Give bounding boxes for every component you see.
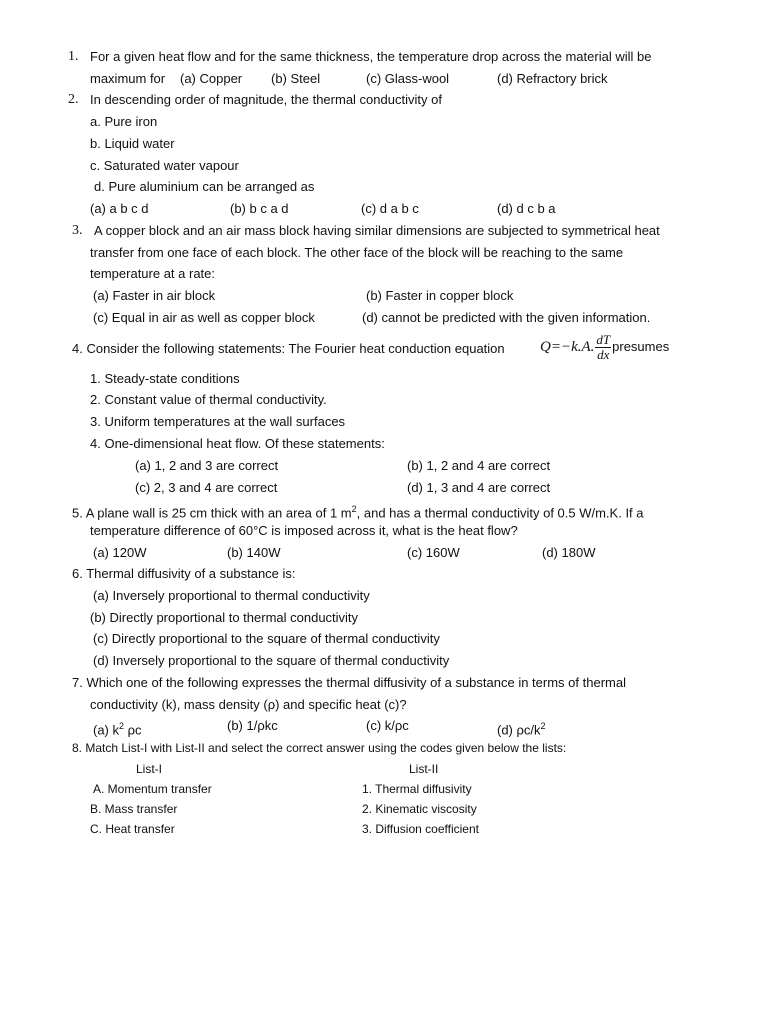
q1-option-d: (d) Refractory brick [497, 71, 608, 86]
equation-tail: presumes [612, 339, 670, 354]
q4-line1: 4. Consider the following statements: The Fourier heat conduction equation [72, 341, 505, 356]
equation-fraction [595, 333, 611, 362]
q2-option-c: (c) d a b c [361, 201, 419, 216]
equation-main: Q=−k.A. [540, 339, 595, 355]
q3-line2: transfer from one face of each block. The other face of the block will be reaching to the same [90, 245, 624, 260]
q7-option-d-start: (d) ρc/k [497, 722, 541, 738]
q5-line1-start: 5. A plane wall is 25 cm thick with an area of 1 m [72, 505, 352, 521]
list1-header: List-I [136, 762, 163, 776]
list2-item-2: 2. Kinematic viscosity [362, 802, 477, 816]
list1-item-c: C. Heat transfer [90, 822, 175, 836]
q6-option-b: (b) Directly proportional to thermal conductivity [90, 610, 359, 625]
q1-option-c: (c) Glass-wool [366, 71, 450, 86]
q5-option-b: (b) 140W [227, 545, 281, 560]
q5-superscript: 2 [351, 504, 357, 514]
q6-option-d: (d) Inversely proportional to the square of thermal conductivity [93, 653, 450, 668]
q1-line1: For a given heat flow and for the same thickness, the temperature drop across the material will be [90, 49, 652, 64]
q5-line1-end: , and has a thermal conductivity of 0.5 W/m.K. If a [356, 505, 644, 521]
q3-line3: temperature at a rate: [90, 266, 216, 281]
list2-item-1: 1. Thermal diffusivity [362, 782, 472, 796]
q4-item-2: 2. Constant value of thermal conductivity. [90, 392, 327, 407]
q7-option-a-end: ρc [124, 722, 142, 738]
q2-line1: In descending order of magnitude, the thermal conductivity of [90, 92, 442, 107]
q5-line1 [72, 501, 644, 521]
q8-line1: 8. Match List-I with List-II and select the correct answer using the codes given below the lists: [72, 741, 567, 755]
q7-option-a-start: (a) k [93, 722, 119, 738]
q3-number: 3. [72, 223, 83, 238]
fourier-equation [540, 331, 669, 363]
q1-option-b: (b) Steel [271, 71, 321, 86]
q2-option-a: (a) a b c d [90, 201, 149, 216]
q1-option-a: (a) Copper [180, 71, 243, 86]
list2-header: List-II [409, 762, 439, 776]
q7-line2: conductivity (k), mass density (ρ) and specific heat (c)? [90, 697, 407, 712]
q7-option-a [93, 718, 142, 738]
q3-option-d: (d) cannot be predicted with the given information. [362, 310, 651, 325]
q2-number: 2. [68, 92, 79, 107]
q6-option-a: (a) Inversely proportional to thermal conductivity [93, 588, 370, 603]
q1-line2: maximum for [90, 71, 166, 86]
q7-option-d [497, 718, 546, 738]
q4-item-1: 1. Steady-state conditions [90, 371, 240, 386]
q6-line1: 6. Thermal diffusivity of a substance is: [72, 566, 296, 581]
q5-line2: temperature difference of 60°C is imposed across it, what is the heat flow? [90, 523, 518, 538]
list1-item-b: B. Mass transfer [90, 802, 178, 816]
list2-item-3: 3. Diffusion coefficient [362, 822, 479, 836]
q3-option-b: (b) Faster in copper block [366, 288, 514, 303]
equation-numerator: dT [596, 332, 611, 348]
q3-line1: A copper block and an air mass block having similar dimensions are subjected to symmetrical heat [94, 223, 660, 238]
q2-option-d: (d) d c b a [497, 201, 556, 216]
q5-option-a: (a) 120W [93, 545, 147, 560]
q7-option-b: (b) 1/ρkc [227, 718, 278, 733]
q4-item-3: 3. Uniform temperatures at the wall surfaces [90, 414, 346, 429]
q4-option-a: (a) 1, 2 and 3 are correct [135, 458, 279, 473]
q4-item-4: 4. One-dimensional heat flow. Of these statements: [90, 436, 385, 451]
q7-line1: 7. Which one of the following expresses the thermal diffusivity of a substance in terms of thermal [72, 675, 626, 690]
q6-option-c: (c) Directly proportional to the square of thermal conductivity [93, 631, 440, 646]
q7-option-c: (c) k/ρc [366, 718, 409, 733]
q2-item-a: a. Pure iron [90, 114, 158, 129]
q2-item-b: b. Liquid water [90, 136, 175, 151]
q2-option-b: (b) b c a d [230, 201, 289, 216]
q2-item-c: c. Saturated water vapour [90, 158, 239, 173]
equation-denominator: dx [597, 347, 610, 363]
q7-option-a-superscript: 2 [119, 721, 125, 731]
q5-option-d: (d) 180W [542, 545, 596, 560]
q1-number: 1. [68, 49, 79, 64]
q4-option-c: (c) 2, 3 and 4 are correct [135, 480, 278, 495]
q7-option-d-superscript: 2 [540, 721, 546, 731]
q2-item-d: d. Pure aluminium can be arranged as [94, 179, 315, 194]
q3-option-a: (a) Faster in air block [93, 288, 216, 303]
list1-item-a: A. Momentum transfer [93, 782, 212, 796]
q5-option-c: (c) 160W [407, 545, 460, 560]
q4-option-b: (b) 1, 2 and 4 are correct [407, 458, 551, 473]
q3-option-c: (c) Equal in air as well as copper block [93, 310, 315, 325]
q4-option-d: (d) 1, 3 and 4 are correct [407, 480, 551, 495]
